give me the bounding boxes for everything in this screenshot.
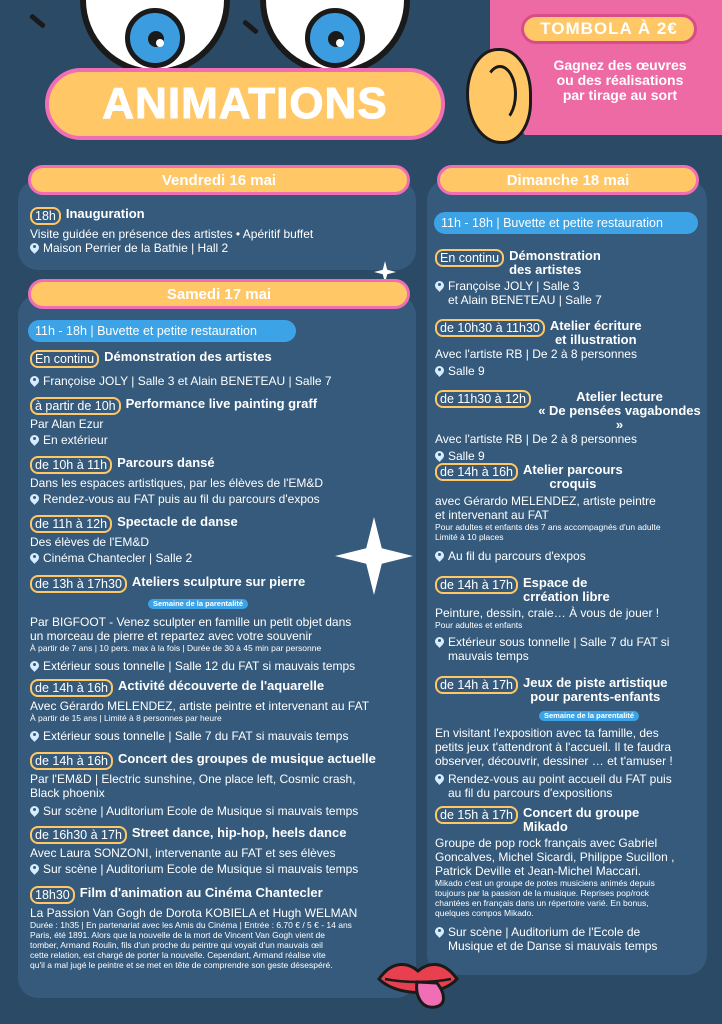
parentalite-badge: Semaine de la parentalité: [539, 711, 639, 721]
event-details: Pour adultes et enfants dès 7 ans accompagnés d'un adulte: [435, 522, 661, 532]
sun-event-concert-mikado: [435, 806, 705, 953]
event-desc: Avec l'artiste RB | De 2 à 8 personnes: [435, 347, 637, 361]
event-details: qu'il a mal jugé le peintre et se met en tête de comprendre son geste désespéré.: [30, 960, 333, 970]
eyelash-decoration: [29, 13, 46, 28]
day-title-sunday: Dimanche 18 mai: [437, 165, 699, 195]
event-desc: Peinture, dessin, craie… À vous de jouer !: [435, 606, 660, 620]
event-location: Cinéma Chantecler | Salle 2: [30, 551, 410, 565]
event-desc: Groupe de pop rock français avec Gabriel: [435, 836, 658, 850]
event-time: de 14h à 16h: [30, 752, 113, 770]
event-title: Démonstration des artistes: [509, 248, 601, 277]
sun-event-croquis: [435, 463, 703, 563]
event-desc: un morceau de pierre et repartez avec votre souvenir: [30, 629, 313, 643]
event-location: Françoise JOLY | Salle 3 et Alain BENETEAU | Salle 7: [435, 279, 703, 307]
tombola-text: Gagnez des œuvres ou des réalisations par tirage au sort: [553, 57, 687, 103]
location-pin-icon: [30, 731, 39, 742]
event-details: quelques compos Mikado.: [435, 908, 534, 918]
event-desc: Par Alan Ezur: [30, 417, 104, 431]
event-location: En extérieur: [30, 433, 410, 447]
location-pin-icon: [30, 553, 39, 564]
event-details: toujours par la passion de la musique. Reprises pop/rock: [435, 888, 650, 898]
event-desc: Black phoenix: [30, 786, 105, 800]
sun-event-lecture: [435, 390, 703, 463]
event-location: Extérieur sous tonnelle | Salle 7 du FAT si mauvais temps: [435, 635, 703, 663]
buvette-banner-saturday: 11h - 18h | Buvette et petite restauration: [28, 320, 296, 342]
event-details: Paris, été 1891. Alors que la nouvelle de la mort de Vincent Van Gogh vient de: [30, 930, 326, 940]
event-details: tomber, Armand Roulin, fils d'un proche du peintre qui voyait d'un mauvais œil: [30, 940, 323, 950]
event-location: Françoise JOLY | Salle 3 et Alain BENETEAU | Salle 7: [30, 374, 410, 388]
event-title: Inauguration: [65, 206, 145, 221]
sat-event-live-painting: [30, 397, 410, 447]
event-title: Ateliers sculpture sur pierre: [131, 574, 306, 589]
location-pin-icon: [435, 366, 444, 377]
event-title: Concert des groupes de musique actuelle: [118, 751, 376, 766]
event-details: À partir de 7 ans | 10 pers. max à la fois | Durée de 30 à 45 min par personne: [30, 643, 322, 653]
event-time: de 10h à 11h: [30, 456, 112, 474]
event-title: Street dance, hip-hop, heels dance: [131, 825, 347, 840]
event-title: Atelier écriture et illustration: [549, 318, 642, 347]
event-time: En continu: [435, 249, 504, 267]
tombola-label: TOMBOLA À 2€: [521, 14, 697, 44]
location-pin-icon: [30, 376, 39, 387]
event-title: Spectacle de danse: [117, 514, 238, 529]
event-time: de 10h30 à 11h30: [435, 319, 545, 337]
event-location: Salle 9: [435, 449, 703, 463]
parentalite-badge: Semaine de la parentalité: [148, 599, 248, 609]
location-pin-icon: [30, 661, 39, 672]
event-desc: et intervenant au FAT: [435, 508, 549, 522]
day-title-friday: Vendredi 16 mai: [28, 165, 410, 195]
event-time: de 11h à 12h: [30, 515, 112, 533]
event-details: À partir de 15 ans | Limité à 8 personnes par heure: [30, 713, 222, 723]
event-location: Au fil du parcours d'expos: [435, 549, 703, 563]
location-pin-icon: [30, 243, 39, 254]
page-title: ANIMATIONS: [45, 68, 445, 140]
sat-event-aquarelle: [30, 679, 410, 743]
event-title: Parcours dansé: [117, 455, 215, 470]
event-location: Rendez-vous au point accueil du FAT puis au fil du parcours d'expositions: [435, 772, 705, 800]
sat-event-film: [30, 886, 415, 970]
event-time: de 11h30 à 12h: [435, 390, 531, 408]
location-pin-icon: [435, 281, 444, 292]
lips-icon: [375, 955, 461, 1010]
sat-event-street-dance: [30, 826, 415, 876]
event-details: Pour adultes et enfants: [435, 620, 523, 630]
event-desc: Avec l'artiste RB | De 2 à 8 personnes: [435, 432, 637, 446]
event-title: Jeux de piste artistique pour parents-enfants: [523, 675, 668, 704]
event-desc: Des élèves de l'EM&D: [30, 535, 150, 549]
event-time: de 13h à 17h30: [30, 575, 127, 593]
sun-event-demonstration: [435, 249, 703, 307]
event-desc: En visitant l'exposition avec ta famille, des: [435, 726, 659, 740]
event-desc: petits jeux t'attendront à l'accueil. Il te faudra: [435, 740, 672, 754]
ear-icon: [466, 48, 532, 144]
event-title: Espace de crréation libre: [523, 575, 610, 604]
event-location: Salle 9: [435, 364, 703, 378]
location-pin-icon: [30, 806, 39, 817]
event-desc: Avec Laura SONZONI, intervenante au FAT et ses élèves: [30, 846, 336, 860]
location-pin-icon: [30, 494, 39, 505]
event-time: à partir de 10h: [30, 397, 121, 415]
event-inauguration: [30, 207, 410, 255]
event-title: Performance live painting graff: [125, 396, 318, 411]
event-location: Sur scène | Auditorium Ecole de Musique si mauvais temps: [30, 862, 415, 876]
sat-event-demonstration: [30, 350, 410, 388]
location-pin-icon: [30, 864, 39, 875]
buvette-banner-sunday: 11h - 18h | Buvette et petite restauration: [434, 212, 698, 234]
event-time: 18h30: [30, 886, 75, 904]
location-pin-icon: [435, 637, 444, 648]
event-desc: La Passion Van Gogh de Dorota KOBIELA et Hugh WELMAN: [30, 906, 358, 920]
eyelash-decoration: [242, 19, 259, 34]
location-pin-icon: [435, 451, 444, 462]
event-time: En continu: [30, 350, 99, 368]
event-desc: Avec Gérardo MELENDEZ, artiste peintre et intervenant au FAT: [30, 699, 370, 713]
event-desc: Goncalves, Michel Sicardi, Philippe Sucillon ,: [435, 850, 675, 864]
location-pin-icon: [435, 927, 444, 938]
event-time: de 14h à 17h: [435, 676, 518, 694]
event-time: 18h: [30, 207, 61, 225]
event-desc: Par BIGFOOT - Venez sculpter en famille un petit objet dans: [30, 615, 352, 629]
event-desc: Visite guidée en présence des artistes • Apéritif buffet: [30, 227, 314, 241]
event-title: Film d'animation au Cinéma Chantecler: [79, 885, 323, 900]
event-title: Atelier parcours croquis: [523, 462, 623, 491]
event-details: Mikado c'est un groupe de potes musiciens animés depuis: [435, 878, 655, 888]
event-desc: avec Gérardo MELENDEZ, artiste peintre: [435, 494, 656, 508]
event-time: de 15h à 17h: [435, 806, 518, 824]
event-desc: Dans les espaces artistiques, par les élèves de l'EM&D: [30, 476, 324, 490]
event-title: Atelier lecture « De pensées vagabondes »: [538, 389, 701, 432]
event-location: Extérieur sous tonnelle | Salle 7 du FAT si mauvais temps: [30, 729, 410, 743]
event-time: de 14h à 17h: [435, 576, 518, 594]
sun-event-creation-libre: [435, 576, 703, 663]
event-details: Durée : 1h35 | En partenariat avec les Amis du Cinéma | Entrée : 6.70 € / 5 € - 14 ans: [30, 920, 352, 930]
event-time: de 16h30 à 17h: [30, 826, 127, 844]
event-location: Extérieur sous tonnelle | Salle 12 du FAT si mauvais temps: [30, 659, 420, 673]
location-pin-icon: [30, 435, 39, 446]
location-pin-icon: [435, 551, 444, 562]
day-title-saturday: Samedi 17 mai: [28, 279, 410, 309]
event-location: Maison Perrier de la Bathie | Hall 2: [30, 241, 410, 255]
event-desc: Par l'EM&D | Electric sunshine, One place left, Cosmic crash,: [30, 772, 356, 786]
event-location: Rendez-vous au FAT puis au fil du parcours d'expos: [30, 492, 410, 506]
right-eye-icon: [260, 0, 410, 75]
location-pin-icon: [435, 774, 444, 785]
event-desc: observer, découvrir, dessiner … et t'amuser !: [435, 754, 673, 768]
event-location: Sur scène | Auditorium Ecole de Musique si mauvais temps: [30, 804, 415, 818]
sat-event-concert: [30, 752, 415, 818]
event-details: chantées en français dans un répertoire varié. En bonus,: [435, 898, 649, 908]
sat-event-parcours-danse: [30, 456, 410, 506]
event-details: cette relation, est chargé de porter la nouvelle. Cependant, Armand réalise vite: [30, 950, 326, 960]
event-title: Démonstration des artistes: [104, 349, 272, 364]
event-time: de 14h à 16h: [435, 463, 518, 481]
sun-event-jeux-piste: [435, 676, 705, 800]
event-details: Limité à 10 places: [435, 532, 504, 542]
event-time: de 14h à 16h: [30, 679, 113, 697]
event-title: Activité découverte de l'aquarelle: [118, 678, 325, 693]
sat-event-sculpture: [30, 575, 420, 673]
event-location: Sur scène | Auditorium de l'Ecole de Musique et de Danse si mauvais temps: [435, 925, 705, 953]
event-desc: Patrick Deville et Jean-Michel Maccari.: [435, 864, 642, 878]
left-eye-icon: [80, 0, 230, 75]
sun-event-ecriture: [435, 319, 703, 378]
event-title: Concert du groupe Mikado: [523, 805, 640, 834]
